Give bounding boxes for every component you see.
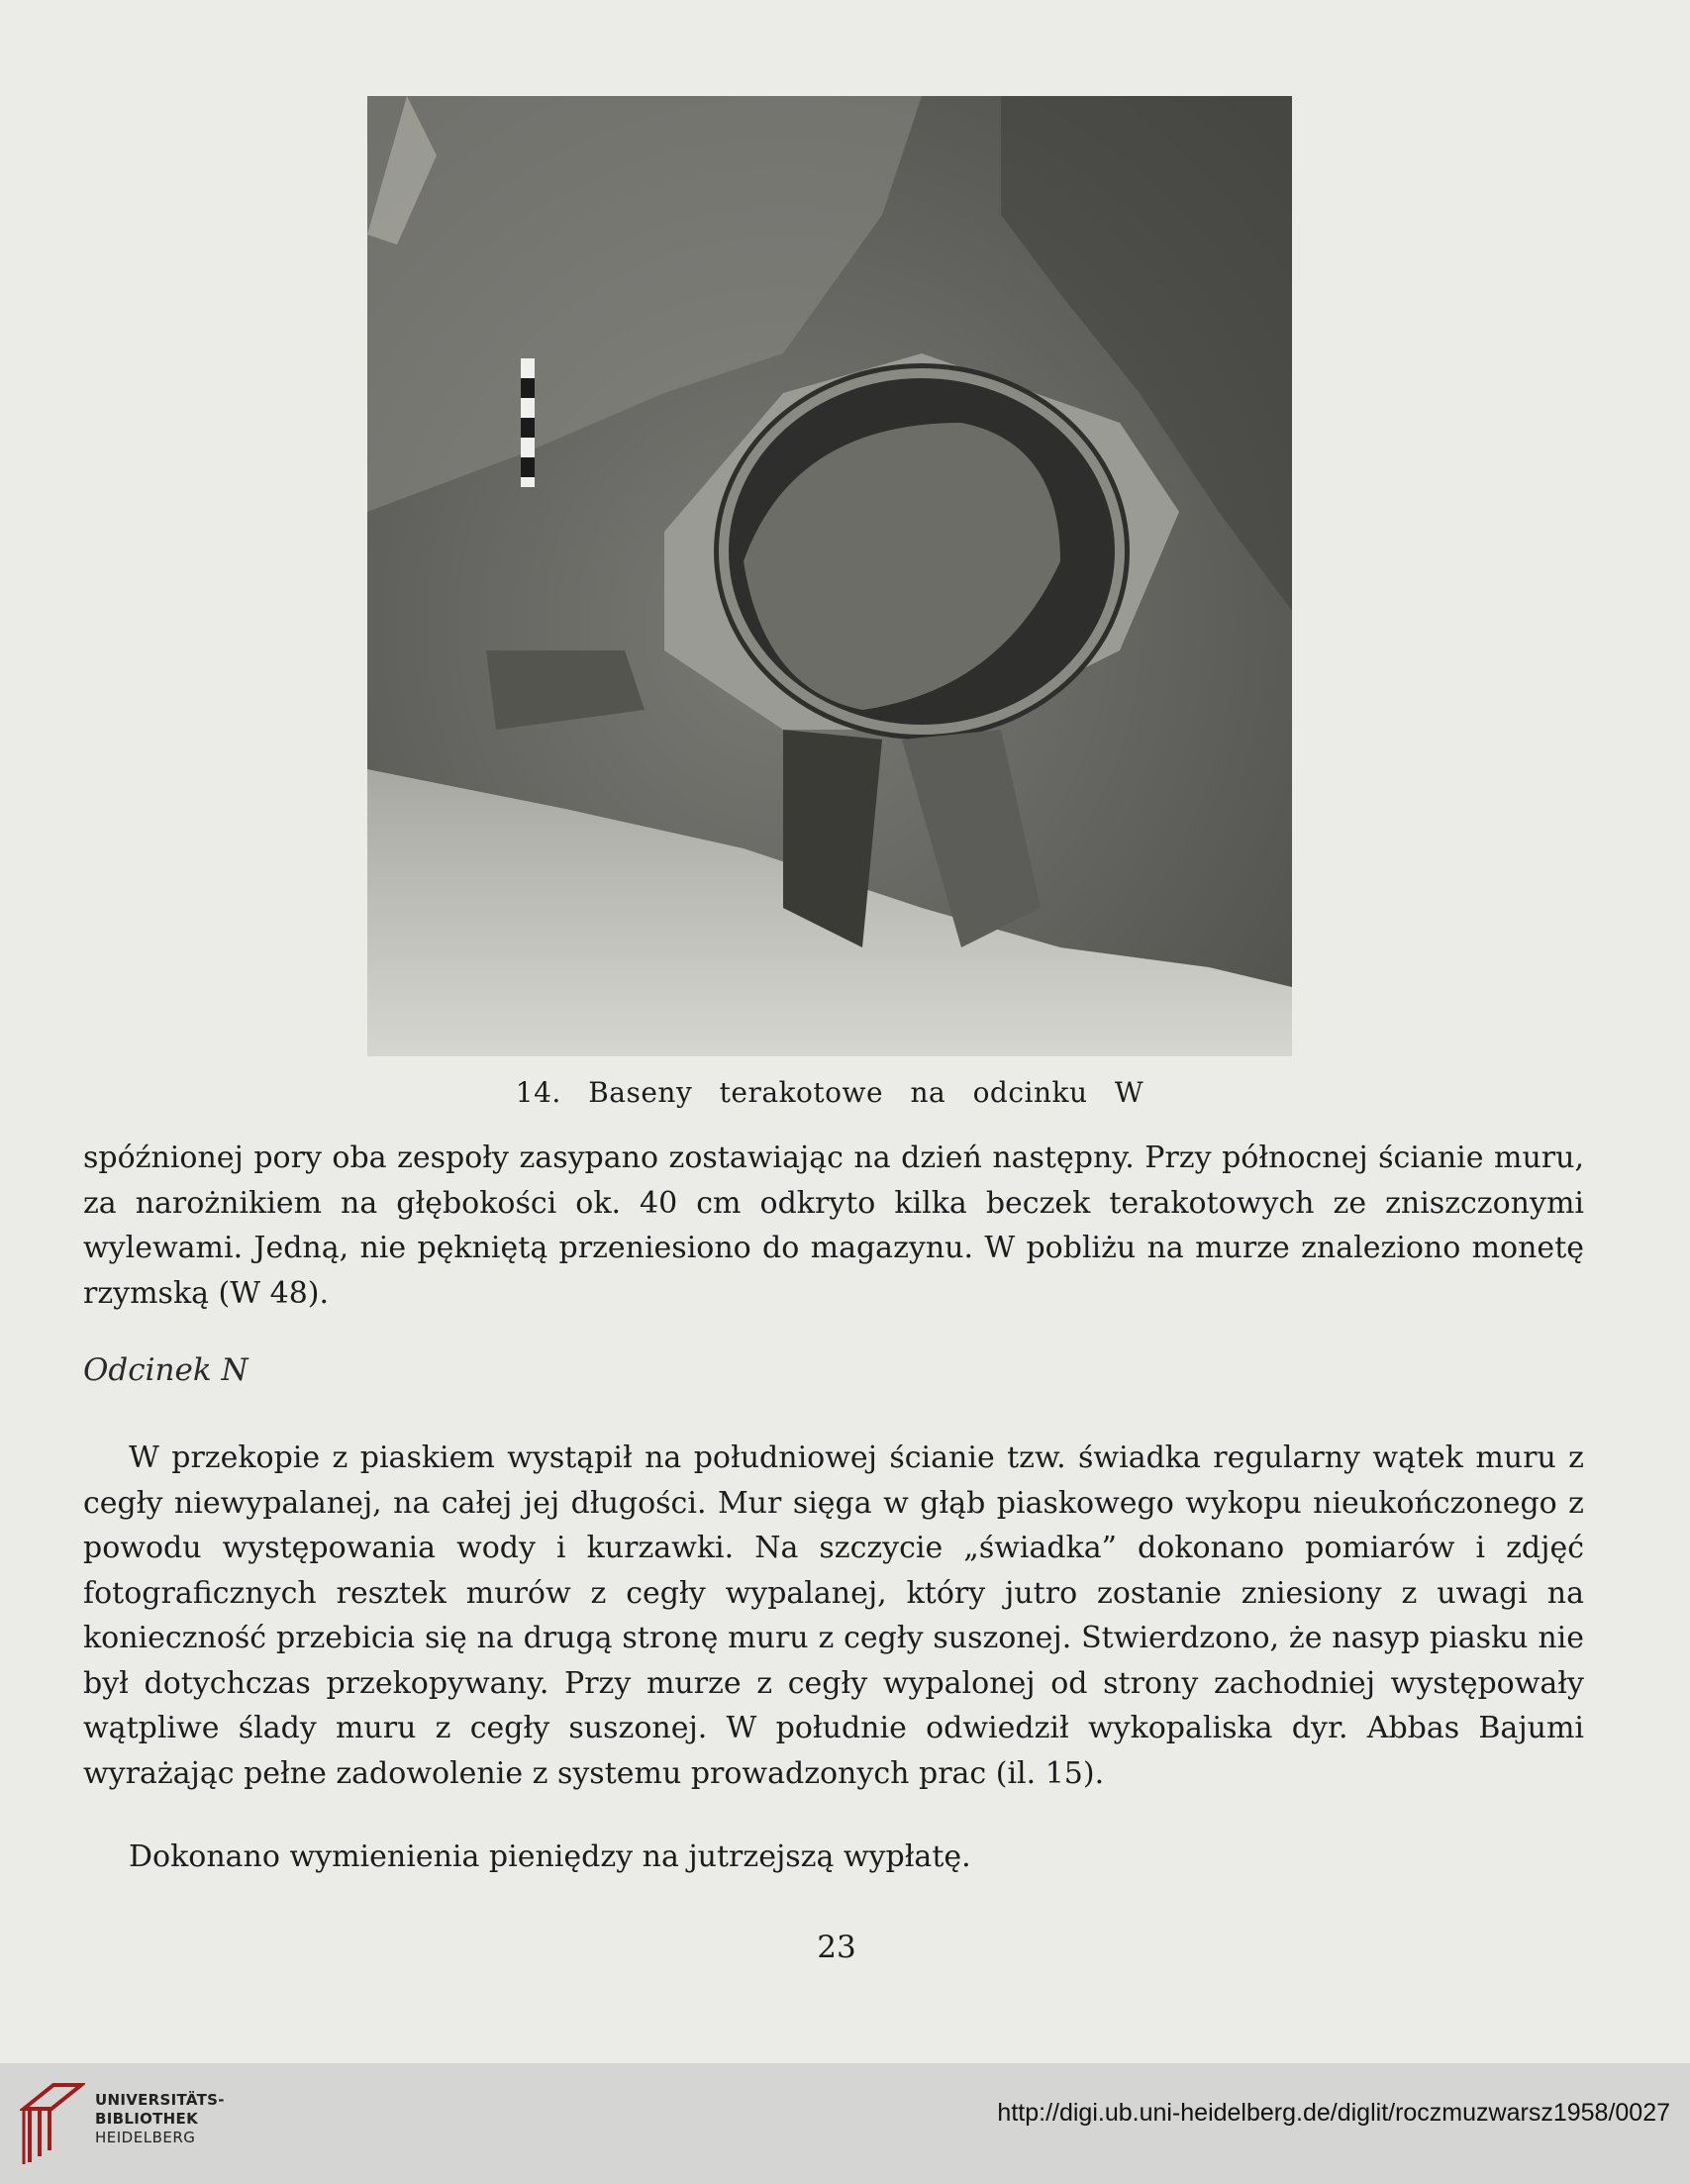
- paragraph-3: [83, 1835, 1584, 1880]
- paragraph-2-text: W przekopie z piaskiem wystąpił na południowej ścianie tzw. świadka regularny wątek muru z cegły niewypalanej, na całej jej długości. Mur sięga w głąb piaskowego wykopu nieukończonego z powodu występowania wody i kurzawki. Na szczycie „świadka” dokonano pomiarów i zdjęć fotograficznych resztek murów z cegły wypalanej, który jutro zostanie zniesiony z uwagi na konieczność przebicia się na drugą stronę muru z cegły suszonej. Stwierdzono, że nasyp piasku nie był dotychczas przekopywany. Przy murze z cegły wypalonej od strony zachodniej występowały wątpliwe ślady muru z cegły suszonej. W południe odwiedził wykopaliska dyr. Abbas Bajumi wyrażając pełne zadowolenie z systemu prowadzonych prac (il. 15).: [83, 1440, 1584, 1791]
- page-number: 23: [817, 1930, 856, 1965]
- paragraph-2: [83, 1436, 1584, 1796]
- paragraph-3-text: Dokonano wymienienia pieniędzy na jutrzejszą wypłatę.: [129, 1839, 971, 1874]
- library-logo-icon: [20, 2081, 85, 2170]
- paragraph-1: [83, 1136, 1584, 1316]
- excavation-photo: [367, 96, 1292, 1056]
- footer-bar: [0, 2063, 1690, 2184]
- figure-caption: 14. Baseny terakotowe na odcinku W: [515, 1076, 1144, 1109]
- library-name-line-3: HEIDELBERG: [95, 2129, 196, 2146]
- source-url-link[interactable]: http://digi.ub.uni-heidelberg.de/diglit/roczmuzwarsz1958/0027: [997, 2099, 1670, 2127]
- paragraph-1-text: spóźnionej pory oba zespoły zasypano zostawiając na dzień następny. Przy północnej ścianie muru, za narożnikiem na głębokości ok. 40 cm odkryto kilka beczek terakotowych ze zniszczonymi wylewami. Jedną, nie pękniętą przeniesiono do magazynu. W pobliżu na murze znaleziono monetę rzymską (W 48).: [83, 1141, 1584, 1311]
- terracotta-basin-image: [367, 96, 1292, 1056]
- library-name-line-2: BIBLIOTHEK: [95, 2110, 198, 2128]
- library-name-line-1: UNIVERSITÄTS-: [95, 2091, 225, 2109]
- library-name: [95, 2091, 225, 2147]
- section-heading: Odcinek N: [83, 1352, 249, 1388]
